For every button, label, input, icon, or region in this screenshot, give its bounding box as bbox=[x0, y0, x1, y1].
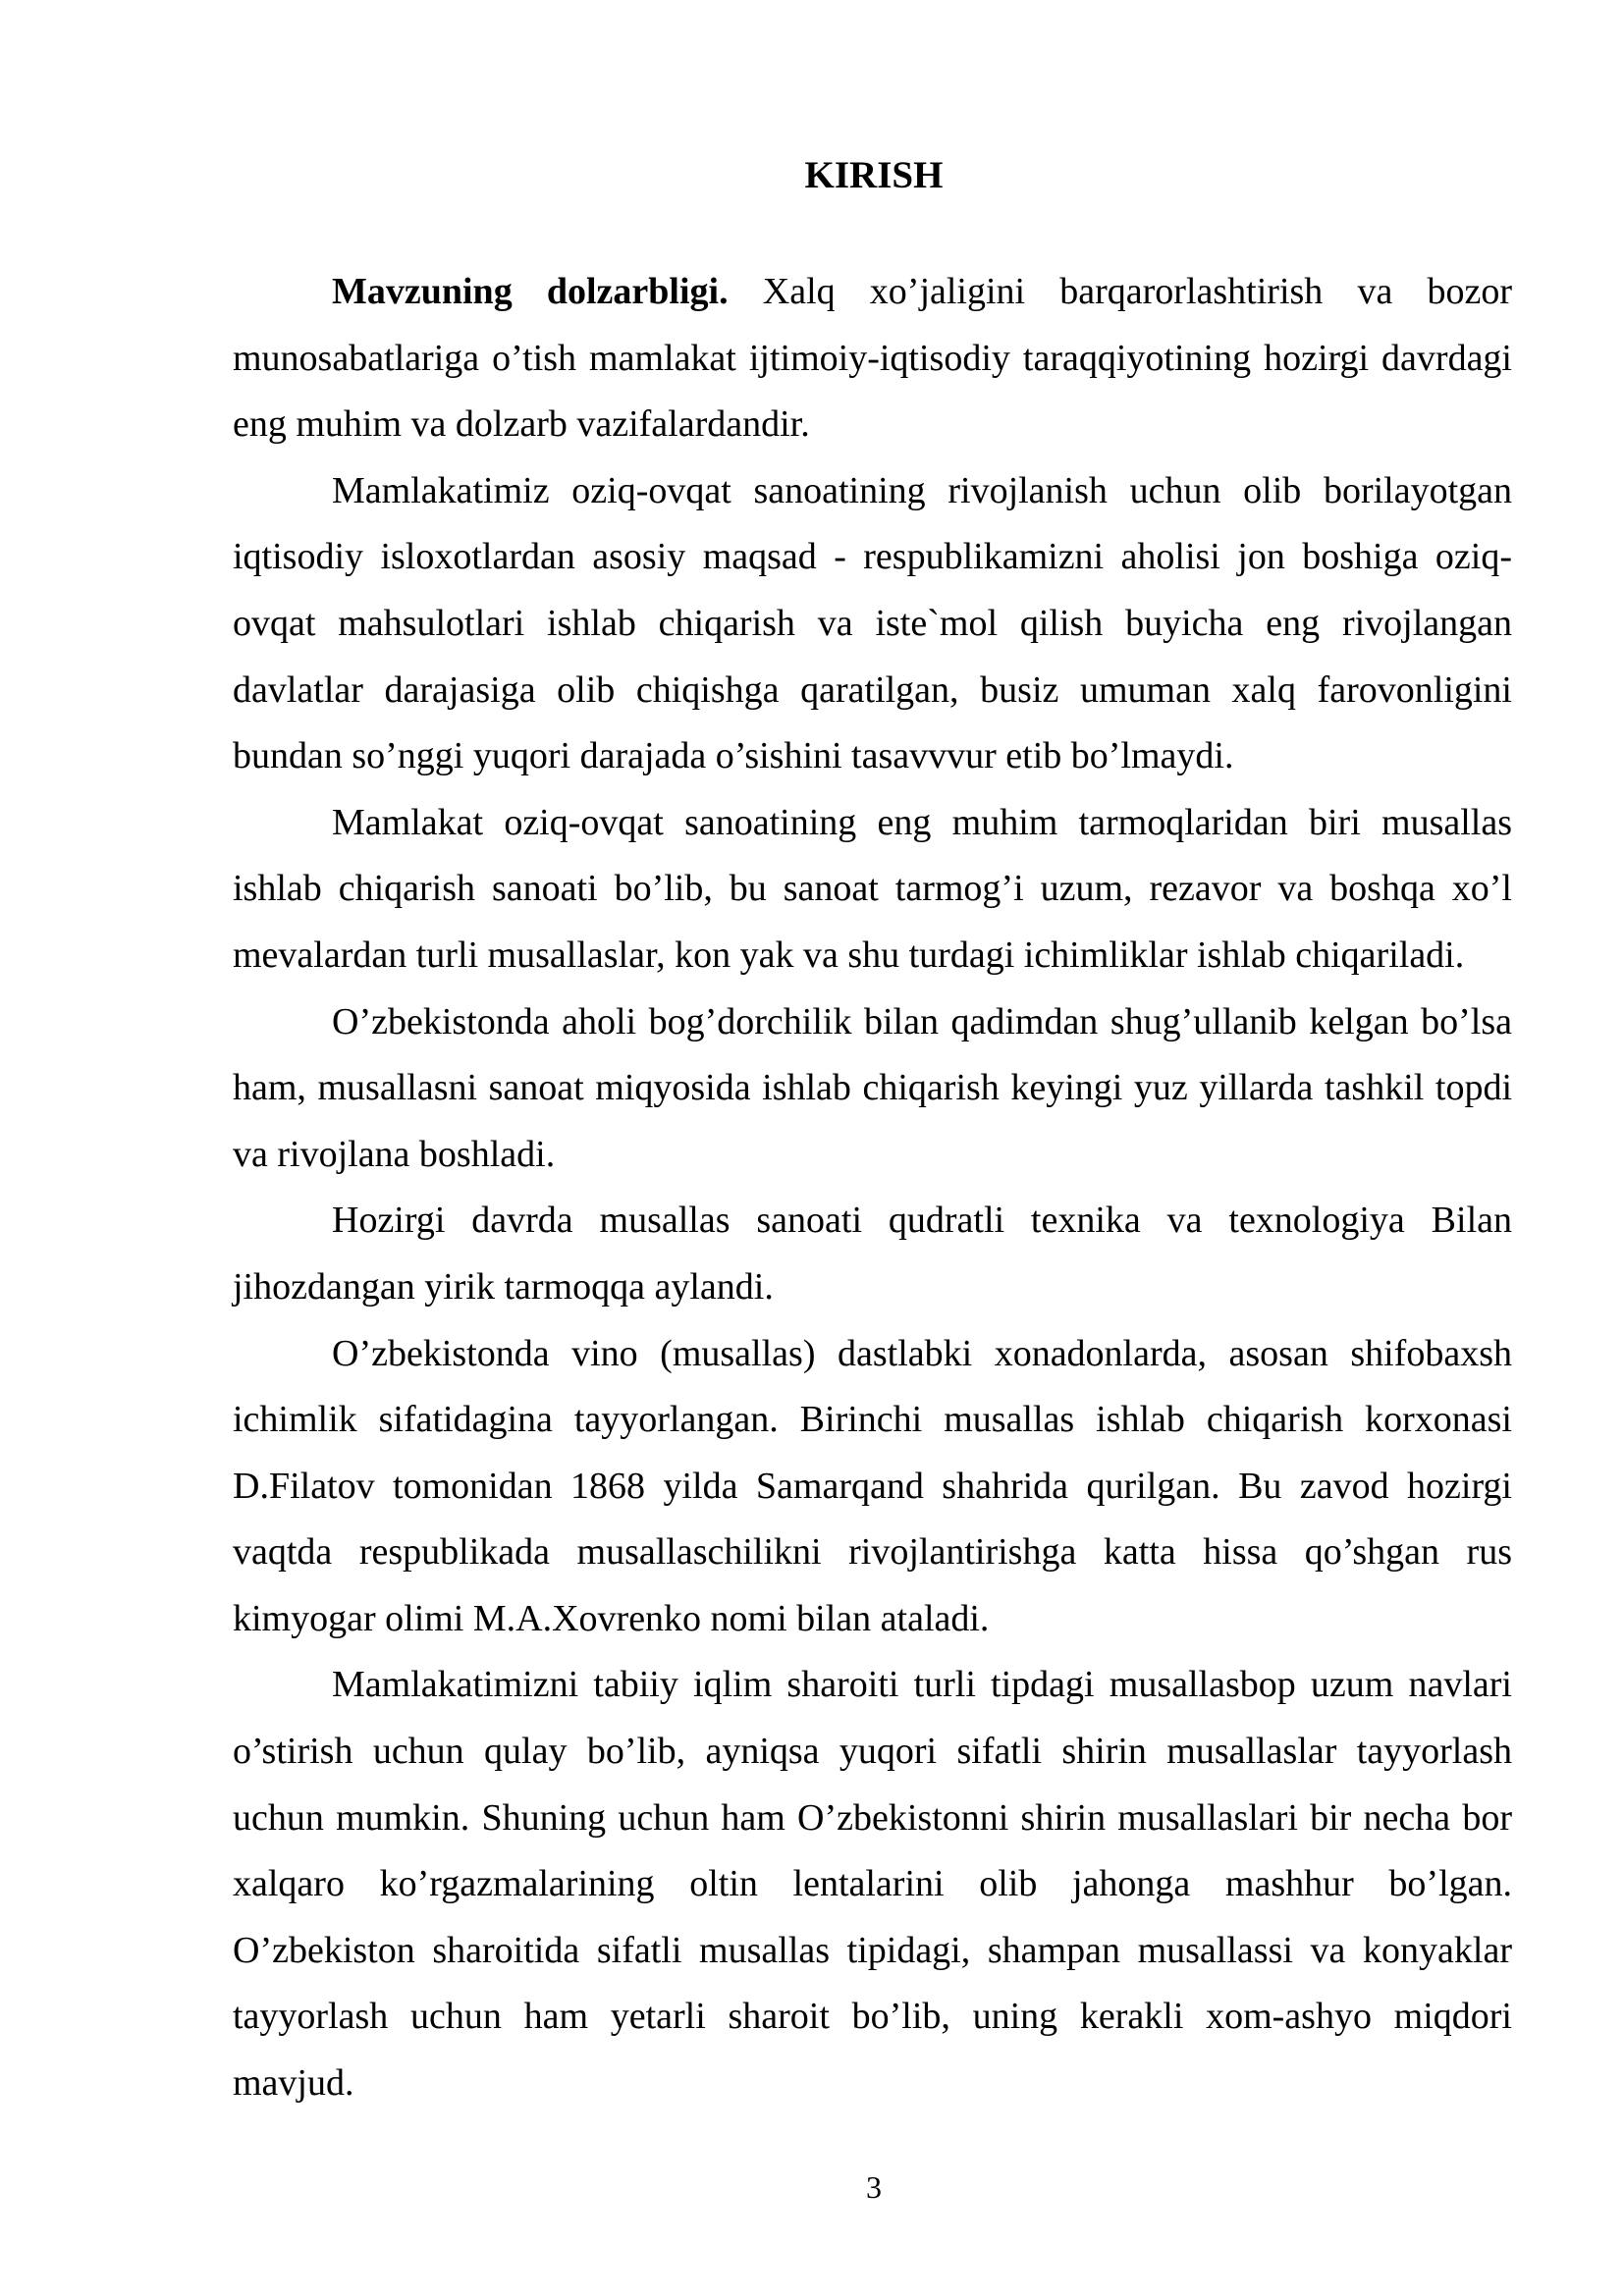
paragraph-modern-period: Hozirgi davrda musallas sanoati qudratli texnika va texnologiya Bilan jihozdangan yirik tarmoqqa aylandi. bbox=[233, 1200, 1512, 1308]
paragraph-relevance bbox=[233, 259, 1512, 458]
paragraph-text: Xalq xo’jaligini barqarorlashtirish va bozor munosabatlariga o’tish mamlakat ijtimoiy-iqtisodiy taraqqiyotining hozirgi davrdagi eng muhim va dolzarb vazifalardandir. bbox=[233, 271, 1512, 446]
paragraph-food-industry: Mamlakatimiz oziq-ovqat sanoatining rivojlanish uchun olib borilayotgan iqtisodiy isloxotlardan asosiy maqsad - respublikamizni aholisi jon boshiga oziq-ovqat mahsulotlari ishlab chiqarish va iste`mol qilish buyicha eng rivojlangan davlatlar darajasiga olib chiqishga qaratilgan, busiz umuman xalq farovonligini bundan so’nggi yuqori darajada o’sishini tasavvvur etib bo’lmaydi. bbox=[233, 469, 1512, 777]
body-text bbox=[233, 259, 1512, 2117]
paragraph-climate: Mamlakatimizni tabiiy iqlim sharoiti turli tipdagi musallasbop uzum navlari o’stirish uchun qulay bo’lib, ayniqsa yuqori sifatli shirin musallaslar tayyorlash uchun mumkin. Shuning uchun ham O’zbekistonni shirin musallaslari bir necha bor xalqaro ko’rgazmalarining oltin lentalarini olib jahonga mashhur bo’lgan. O’zbekiston sharoitida sifatli musallas tipidagi, shampan musallassi va konyaklar tayyorlash uchun ham yetarli sharoit bo’lib, uning kerakli xom-ashyo miqdori mavjud. bbox=[233, 1664, 1512, 2105]
paragraph-lead: Mavzuning dolzarbligi. bbox=[332, 271, 729, 312]
paragraph-wine-industry: Mamlakat oziq-ovqat sanoatining eng muhim tarmoqlaridan biri musallas ishlab chiqarish sanoati bo’lib, bu sanoat tarmog’i uzum, rezavor va boshqa xo’l mevalardan turli musallaslar, kon yak va shu turdagi ichimliklar ishlab chiqariladi. bbox=[233, 801, 1512, 976]
page-title: KIRISH bbox=[804, 154, 944, 196]
paragraph-history: O’zbekistonda aholi bog’dorchilik bilan qadimdan shug’ullanib kelgan bo’lsa ham, musallasni sanoat miqyosida ishlab chiqarish keyingi yuz yillarda tashkil topdi va rivojlana boshladi. bbox=[233, 1000, 1512, 1175]
paragraph-first-winery: O’zbekistonda vino (musallas) dastlabki xonadonlarda, asosan shifobaxsh ichimlik sifatidagina tayyorlangan. Birinchi musallas ishlab chiqarish korxonasi D.Filatov tomonidan 1868 yilda Samarqand shahrida qurilgan. Bu zavod hozirgi vaqtda respublikada musallaschilikni rivojlantirishga katta hissa qo’shgan rus kimyogar olimi M.A.Xovrenko nomi bilan ataladi. bbox=[233, 1332, 1512, 1639]
page-number: 3 bbox=[866, 2169, 882, 2205]
